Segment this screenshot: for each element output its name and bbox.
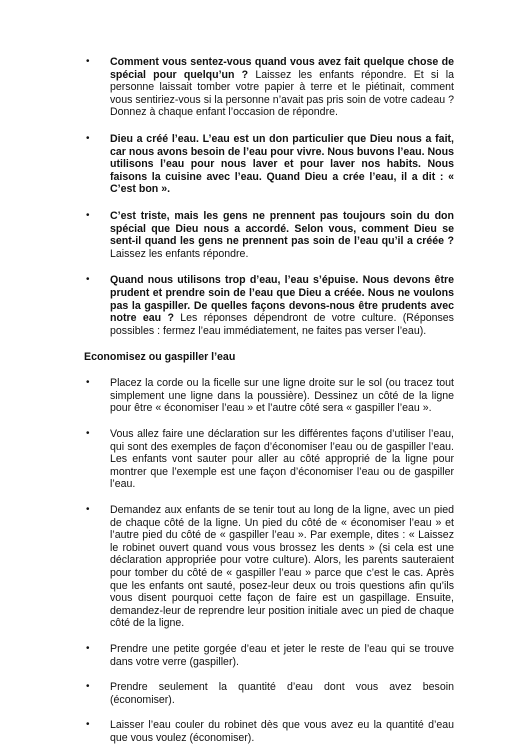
body-text: Demandez aux enfants de se tenir tout au long de la ligne, avec un pied de chaque côté de la ligne. Un pied du côté de « économiser l’eau » et l’autre pied du côté de « gaspiller l’eau ». Par exemple, dites : « Laissez le robinet ouvert quand vous vous brossez les dents » (si cela est une déclaration appropriée pour votre culture). Alors, les parents sauteraient pour tomber du côté de « gaspiller l’eau » parce que c’est le cas. Après que les enfants ont sauté, posez-leur deux ou trois questions afin qu’ils vous disent pourquoi cette façon de faire est un gaspillage. Ensuite, demandez-leur de reprendre leur position initiale avec un pied de chaque côté de la ligne. [110, 504, 454, 630]
body-text: Placez la corde ou la ficelle sur une ligne droite sur le sol (ou tracez tout simplement une ligne dans la poussière). Dessinez un côté de la ligne pour être « économiser l’eau » et l’autre côté sera « gaspiller l’eau ». [110, 377, 454, 415]
section-title: Economisez ou gaspiller l’eau [84, 351, 236, 364]
activity-list [84, 377, 454, 744]
list-item [84, 56, 454, 119]
bold-text: Quand nous utilisons trop d’eau, l’eau s’épuise. Nous devons être prudent et prendre soin de l’eau que Dieu a créée. Nous ne voulons pas la gaspiller. De quelles façons devons-nous être prudents avec notre eau ? [110, 274, 454, 325]
body-text: Vous allez faire une déclaration sur les différentes façons d’utiliser l’eau, qui sont des exemples de façon d’économiser l’eau ou de gaspiller l’eau. Les enfants vont sauter pour aller au côté approprié de la ligne pour montrer que l’exemple est une façon d’économiser l’eau ou de gaspiller l’eau. [110, 428, 454, 491]
list-item [84, 681, 454, 706]
body-text: Prendre une petite gorgée d’eau et jeter le reste de l’eau qui se trouve dans votre verre (gaspiller). [110, 642, 454, 668]
bullet-icon: • [86, 274, 90, 286]
bold-text: Dieu a créé l’eau. L’eau est un don particulier que Dieu nous a fait, car nous avons besoin de l’eau pour vivre. Nous buvons l’eau. Nous utilisons l’eau pour nous laver et pour laver nos habits. Nous faisons la cuisine avec l’eau. Quand Dieu a crée l’eau, il a dit : « C’est bon ». [110, 132, 454, 196]
bullet-icon: • [86, 719, 90, 731]
bullet-icon: • [86, 132, 90, 144]
bullet-icon: • [86, 428, 90, 440]
body-text: Laissez les enfants répondre. Et si la personne laissait tomber votre papier à terre et le piétinait, comment vous sentiriez-vous si la personne n’avait pas pris soin de votre cadeau ? Donnez à chaque enfant l’occasion de répondre. [110, 68, 454, 119]
bullet-icon: • [86, 56, 90, 67]
list-item [84, 428, 454, 491]
body-text: Prendre seulement la quantité d’eau dont vous avez besoin (économiser). [110, 681, 454, 706]
discussion-list [84, 56, 454, 337]
bullet-icon: • [86, 377, 90, 389]
list-item [84, 133, 454, 196]
bullet-icon: • [86, 642, 90, 654]
body-text: Laisser l’eau couler du robinet dès que vous avez eu la quantité d’eau que vous voulez (économiser). [110, 719, 454, 744]
body-text: Laissez les enfants répondre. [110, 247, 249, 260]
list-item [84, 504, 454, 630]
bold-text: C’est triste, mais les gens ne prennent pas toujours soin du don spécial que Dieu nous a accordé. Selon vous, comment Dieu se sent-il quand les gens ne prennent pas soin de l’eau qu’il a créée ? [110, 209, 454, 248]
list-item [84, 643, 454, 668]
list-item [84, 377, 454, 415]
bullet-icon: • [86, 209, 90, 221]
bullet-icon: • [86, 681, 90, 693]
list-item [84, 210, 454, 260]
list-item [84, 274, 454, 337]
bold-text: Comment vous sentez-vous quand vous avez fait quelque chose de spécial pour quelqu’un ? [110, 56, 454, 81]
body-text: Les réponses dépendront de votre culture. (Réponses possibles : fermez l’eau immédiatement, ne faites pas verser l’eau). [110, 312, 454, 337]
bullet-icon: • [86, 504, 90, 516]
list-item [84, 719, 454, 744]
